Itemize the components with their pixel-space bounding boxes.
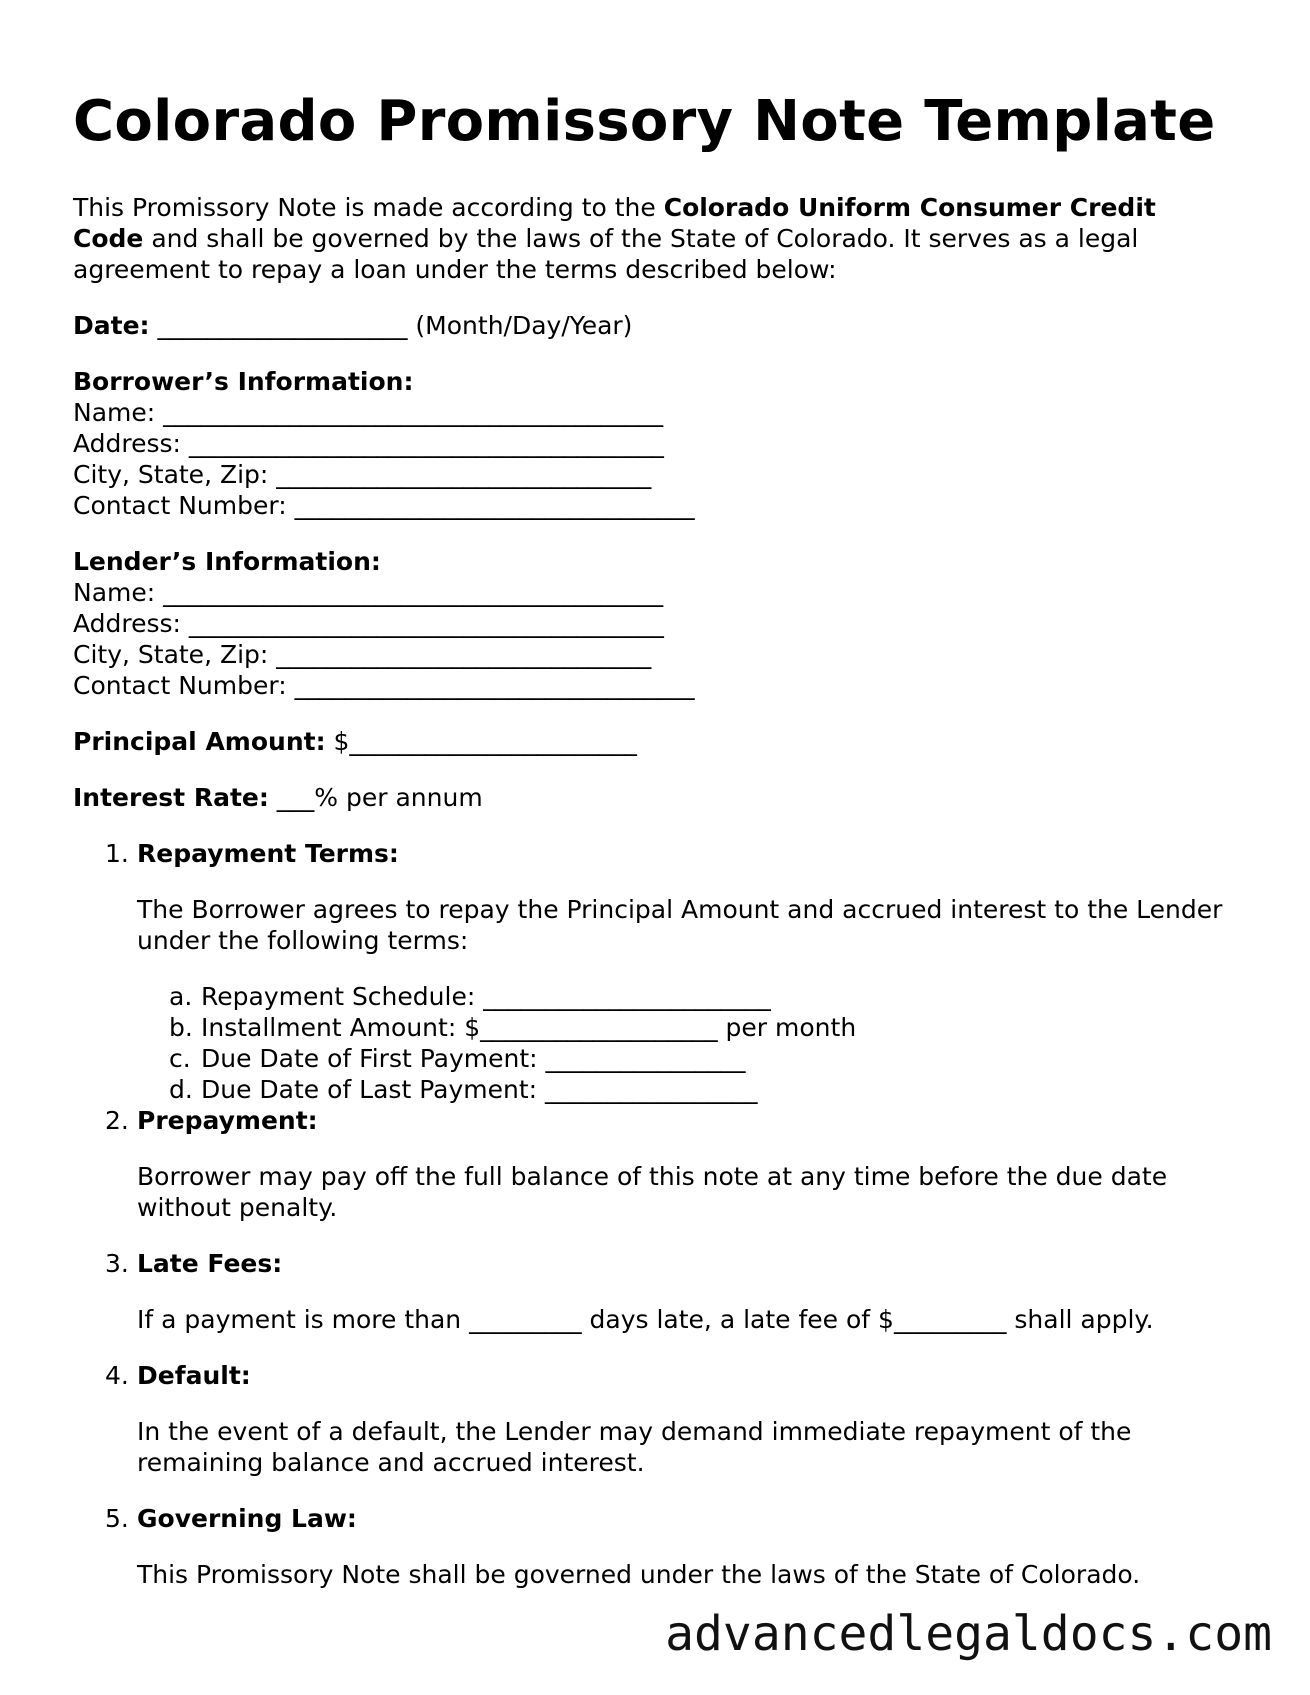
- section-heading: Prepayment:: [137, 1106, 318, 1135]
- section-body: The Borrower agrees to repay the Principal Amount and accrued interest to the Lender under the following terms:: [137, 895, 1223, 955]
- terms-list: [73, 838, 1223, 1590]
- borrower-city-field: City, State, Zip: ______________________________: [73, 460, 652, 489]
- section-heading: Repayment Terms:: [137, 839, 399, 868]
- item-text: Due Date of First Payment: ________________: [201, 1044, 746, 1073]
- lender-city-field: City, State, Zip: ______________________________: [73, 640, 652, 669]
- section-body: Borrower may pay off the full balance of this note at any time before the due date without penalty.: [137, 1162, 1168, 1222]
- principal-blank: $_______________________: [325, 727, 637, 756]
- interest-blank: ___% per annum: [268, 783, 483, 812]
- repayment-items: [137, 981, 1223, 1105]
- section-number: 5.: [105, 1504, 129, 1533]
- intro-text-2: and shall be governed by the laws of the State of Colorado. It serves as a legal agreement to repay a loan under the terms described below:: [73, 224, 1139, 284]
- section-prepayment: [73, 1105, 1223, 1223]
- borrower-heading: Borrower’s Information:: [73, 367, 414, 396]
- section-body: If a payment is more than _________ days late, a late fee of $_________ shall apply.: [137, 1305, 1154, 1334]
- lender-heading: Lender’s Information:: [73, 547, 381, 576]
- borrower-info: [73, 366, 1223, 521]
- lender-name-field: Name: ________________________________________: [73, 578, 664, 607]
- borrower-name-field: Name: ________________________________________: [73, 398, 664, 427]
- document-content: [73, 86, 1223, 1590]
- item-letter: d.: [169, 1075, 193, 1104]
- section-default: [73, 1360, 1223, 1478]
- section-repayment: [73, 838, 1223, 1105]
- section-governing-law: [73, 1503, 1223, 1590]
- section-body: In the event of a default, the Lender may demand immediate repayment of the remaining balance and accrued interest.: [137, 1417, 1132, 1477]
- intro-text-1: This Promissory Note is made according to the: [73, 193, 664, 222]
- lender-info: [73, 546, 1223, 701]
- borrower-contact-field: Contact Number: ________________________________: [73, 491, 695, 520]
- section-number: 1.: [105, 839, 129, 868]
- section-number: 3.: [105, 1249, 129, 1278]
- date-field: [73, 310, 1223, 341]
- interest-field: [73, 782, 1223, 813]
- document-title: Colorado Promissory Note Template: [73, 89, 1216, 154]
- item-text: Repayment Schedule: _______________________: [201, 982, 771, 1011]
- repayment-item: [137, 1043, 1223, 1074]
- principal-field: [73, 726, 1223, 757]
- section-heading: Default:: [137, 1361, 251, 1390]
- repayment-item: [137, 1074, 1223, 1105]
- site-watermark: advancedlegaldocs.com: [665, 1606, 1272, 1662]
- item-text: Installment Amount: $___________________ per month: [201, 1013, 857, 1042]
- section-body: This Promissory Note shall be governed under the laws of the State of Colorado.: [137, 1560, 1141, 1589]
- item-letter: a.: [169, 982, 193, 1011]
- date-label: Date:: [73, 311, 150, 340]
- item-letter: b.: [169, 1013, 193, 1042]
- section-heading: Governing Law:: [137, 1504, 357, 1533]
- intro-paragraph: [73, 192, 1223, 285]
- date-blank: ____________________ (Month/Day/Year): [149, 311, 633, 340]
- intro-code-name: Colorado Uniform Consumer Credit Code: [73, 193, 1156, 253]
- item-text: Due Date of Last Payment: _________________: [201, 1075, 758, 1104]
- repayment-item: [137, 1012, 1223, 1043]
- principal-label: Principal Amount:: [73, 727, 326, 756]
- section-late-fees: [73, 1248, 1223, 1335]
- section-number: 4.: [105, 1361, 129, 1390]
- borrower-address-field: Address: ______________________________________: [73, 429, 664, 458]
- repayment-item: [137, 981, 1223, 1012]
- section-heading: Late Fees:: [137, 1249, 283, 1278]
- section-number: 2.: [105, 1106, 129, 1135]
- lender-contact-field: Contact Number: ________________________________: [73, 671, 695, 700]
- interest-label: Interest Rate:: [73, 783, 269, 812]
- lender-address-field: Address: ______________________________________: [73, 609, 664, 638]
- item-letter: c.: [169, 1044, 191, 1073]
